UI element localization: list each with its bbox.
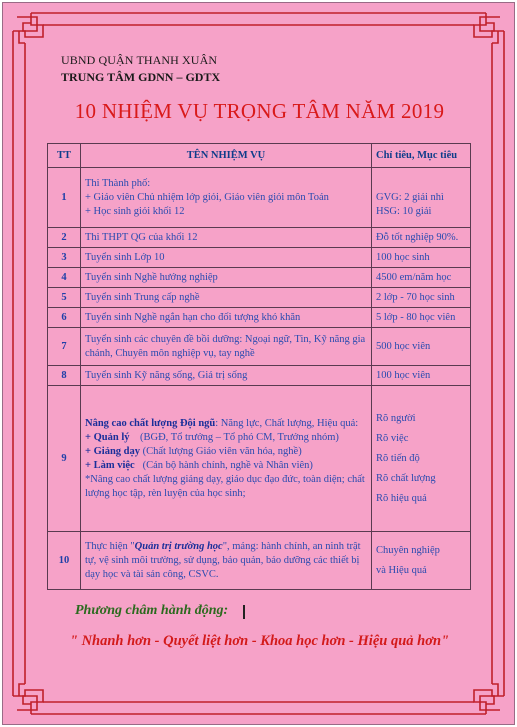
task-text: (Cán bộ hành chính, nghề và Nhân viên) <box>134 459 313 471</box>
header-task-name: TÊN NHIỆM VỤ <box>81 144 372 168</box>
task-line <box>85 417 367 431</box>
row-number: 2 <box>48 228 81 248</box>
row-number: 5 <box>48 288 81 308</box>
target-cell <box>372 532 471 590</box>
task-cell: Tuyển sinh Nghề ngắn hạn cho đối tượng khó khăn <box>81 308 372 328</box>
task-cell <box>81 532 372 590</box>
target-line: Rõ người <box>376 412 416 424</box>
task-bold-text: + Quản lý <box>85 431 130 443</box>
text-cursor <box>243 605 245 619</box>
target-line: Chuyên nghiệp <box>376 544 440 556</box>
row-number: 1 <box>48 168 81 228</box>
task-line <box>85 431 367 445</box>
task-cell: Tuyển sinh Nghề hướng nghiệp <box>81 268 372 288</box>
row-number: 3 <box>48 248 81 268</box>
task-bold-text: Nâng cao chất lượng Đội ngũ <box>85 417 216 429</box>
table-row <box>48 328 471 366</box>
task-bold-text: + Làm việc <box>85 459 135 471</box>
row-number: 8 <box>48 366 81 386</box>
target-cell: 5 lớp - 80 học viên <box>372 308 471 328</box>
table-row <box>48 268 471 288</box>
target-cell <box>372 168 471 228</box>
target-cell <box>372 386 471 532</box>
table-row <box>48 248 471 268</box>
header <box>61 53 220 85</box>
task-line: + Giáo viên Chủ nhiệm lớp giỏi, Giáo viên giỏi môn Toán <box>85 191 329 203</box>
target-line: Rõ tiến độ <box>376 452 420 464</box>
row-number: 9 <box>48 386 81 532</box>
target-line: Rõ hiệu quả <box>376 492 427 504</box>
target-cell: 4500 em/năm học <box>372 268 471 288</box>
task-bold-text: + Giảng dạy <box>85 445 140 457</box>
poster <box>2 2 515 725</box>
task-text: : Năng lực, Chất lượng, Hiệu quả: <box>215 417 359 429</box>
task-cell: Tuyển sinh Lớp 10 <box>81 248 372 268</box>
table-row <box>48 532 471 590</box>
task-cell <box>81 386 372 532</box>
task-cell: Tuyển sinh Trung cấp nghề <box>81 288 372 308</box>
task-line: *Nâng cao chất lượng giảng dạy, giáo dục đạo đức, toàn diện; chất lượng học tập, rèn luyện của học sinh; <box>85 473 365 499</box>
task-line <box>85 459 367 473</box>
header-tt: TT <box>48 144 81 168</box>
task-cell: Tuyển sinh các chuyên đề bồi dưỡng: Ngoại ngữ, Tin, Kỹ năng gia chánh, Chuyên môn nghiệp vụ, tay nghề <box>81 328 372 366</box>
target-cell: Đỗ tốt nghiệp 90%. <box>372 228 471 248</box>
table-row <box>48 366 471 386</box>
row-number: 4 <box>48 268 81 288</box>
task-text: (Chất lượng Giáo viên văn hóa, nghề) <box>140 445 302 457</box>
task-text: ", mảng: hành chính, an ninh trật tự, vệ sinh môi trường, sử dụng, bảo quản, bảo dưỡng các thiết bị dạy học và tài sản công, CSVC. <box>85 540 361 580</box>
table-row <box>48 386 471 532</box>
target-line: Rõ chất lượng <box>376 472 436 484</box>
header-target: Chỉ tiêu, Mục tiêu <box>372 144 471 168</box>
task-line: Thi Thành phố: <box>85 177 151 189</box>
task-cell <box>81 168 372 228</box>
row-number: 7 <box>48 328 81 366</box>
target-cell: 100 học sinh <box>372 248 471 268</box>
target-line: HSG: 10 giải <box>376 205 432 217</box>
task-line: + Học sinh giỏi khối 12 <box>85 205 185 217</box>
target-cell: 500 học viên <box>372 328 471 366</box>
motto-label: Phương châm hành động: <box>75 603 229 618</box>
row-number: 6 <box>48 308 81 328</box>
page-title: 10 NHIỆM VỤ TRỌNG TÂM NĂM 2019 <box>74 99 445 123</box>
table-row <box>48 228 471 248</box>
target-line: và Hiệu quả <box>376 564 427 576</box>
table-row <box>48 288 471 308</box>
target-line: Rõ việc <box>376 432 409 444</box>
target-cell: 2 lớp - 70 học sinh <box>372 288 471 308</box>
target-cell: 100 học viên <box>372 366 471 386</box>
table-row <box>48 308 471 328</box>
task-line <box>85 445 367 459</box>
task-cell: Thi THPT QG của khối 12 <box>81 228 372 248</box>
org-name-center: TRUNG TÂM GDNN – GDTX <box>61 70 221 84</box>
org-name-district: UBND QUẬN THANH XUÂN <box>61 53 218 67</box>
row-number: 10 <box>48 532 81 590</box>
table-header-row <box>48 144 471 168</box>
motto-text: " Nhanh hơn - Quyết liệt hơn - Khoa học hơn - Hiệu quả hơn" <box>69 633 450 649</box>
task-cell: Tuyển sinh Kỹ năng sống, Giá trị sống <box>81 366 372 386</box>
target-line: GVG: 2 giải nhì <box>376 191 444 203</box>
tasks-table <box>47 143 471 590</box>
task-text: (BGĐ, Tổ trưởng – Tổ phó CM, Trưởng nhóm) <box>129 431 339 443</box>
table-row <box>48 168 471 228</box>
task-bold-text: Quản trị trường học <box>134 540 223 552</box>
task-text: Thực hiện " <box>85 540 135 552</box>
